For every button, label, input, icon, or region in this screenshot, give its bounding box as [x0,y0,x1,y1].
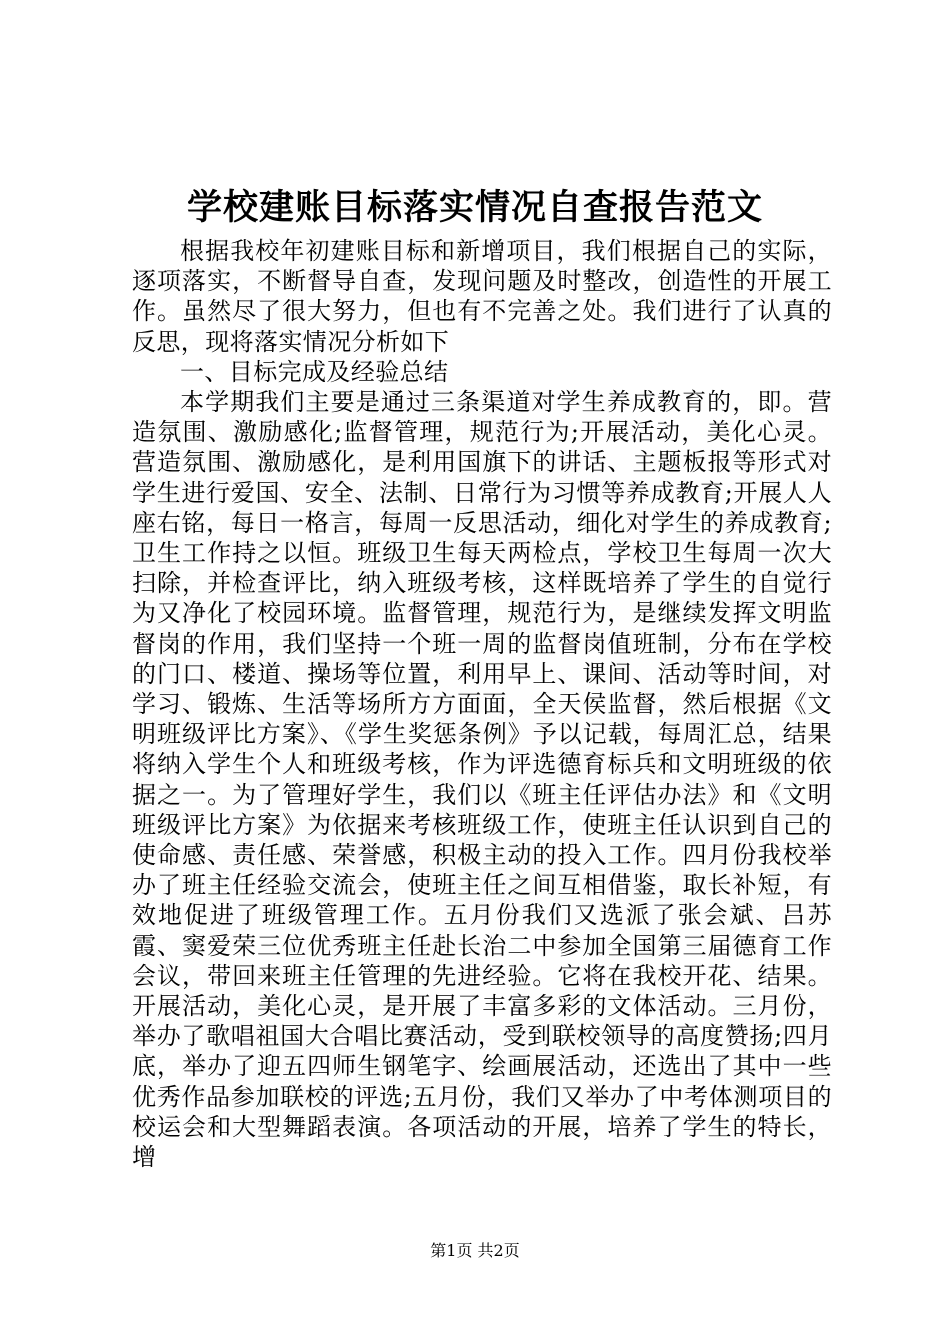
intro-paragraph: 根据我校年初建账目标和新增项目，我们根据自己的实际，逐项落实，不断督导自查，发现问题及时整改，创造性的开展工作。虽然尽了很大努力，但也有不完善之处。我们进行了认真的反思，现将落实情况分析如下 [132,237,832,356]
page-footer: 第1页 共2页 [430,1241,520,1260]
section-heading: 一、目标完成及经验总结 [180,357,449,386]
document-title: 学校建账目标落实情况自查报告范文 [186,187,763,228]
document-body [132,236,832,1172]
body-paragraph: 本学期我们主要是通过三条渠道对学生养成教育的，即。营造氛围、激励感化;监督管理，规范行为;开展活动，美化心灵。营造氛围、激励感化，是利用国旗下的讲话、主题板报等形式对学生进行爱国、安全、法制、日常行为习惯等养成教育;开展人人座右铭，每日一格言，每周一反思活动，细化对学生的养成教育;卫生工作持之以恒。班级卫生每天两检点，学校卫生每周一次大扫除，并检查评比，纳入班级考核，这样既培养了学生的自觉行为又净化了校园环境。监督管理，规范行为，是继续发挥文明监督岗的作用，我们坚持一个班一周的监督岗值班制，分布在学校的门口、楼道、操场等位置，利用早上、课间、活动等时间，对学习、锻炼、生活等场所方方面面，全天侯监督，然后根据《文明班级评比方案》、《学生奖惩条例》予以记载，每周汇总，结果将纳入学生个人和班级考核，作为评选德育标兵和文明班级的依据之一。为了管理好学生，我们以《班主任评估办法》和《文明班级评比方案》为依据来考核班级工作，使班主任认识到自己的使命感、责任感、荣誉感，积极主动的投入工作。四月份我校举办了班主任经验交流会，使班主任之间互相借鉴，取长补短，有效地促进了班级管理工作。五月份我们又选派了张会斌、吕苏霞、窦爱荣三位优秀班主任赴长治二中参加全国第三届德育工作会议，带回来班主任管理的先进经验。它将在我校开花、结果。开展活动，美化心灵，是开展了丰富多彩的文体活动。三月份，举办了歌唱祖国大合唱比赛活动，受到联校领导的高度赞扬;四月底，举办了迎五四师生钢笔字、绘画展活动，还选出了其中一些优秀作品参加联校的评选;五月份，我们又举办了中考体测项目的校运会和大型舞蹈表演。各项活动的开展，培养了学生的特长，增 [132,388,832,1172]
